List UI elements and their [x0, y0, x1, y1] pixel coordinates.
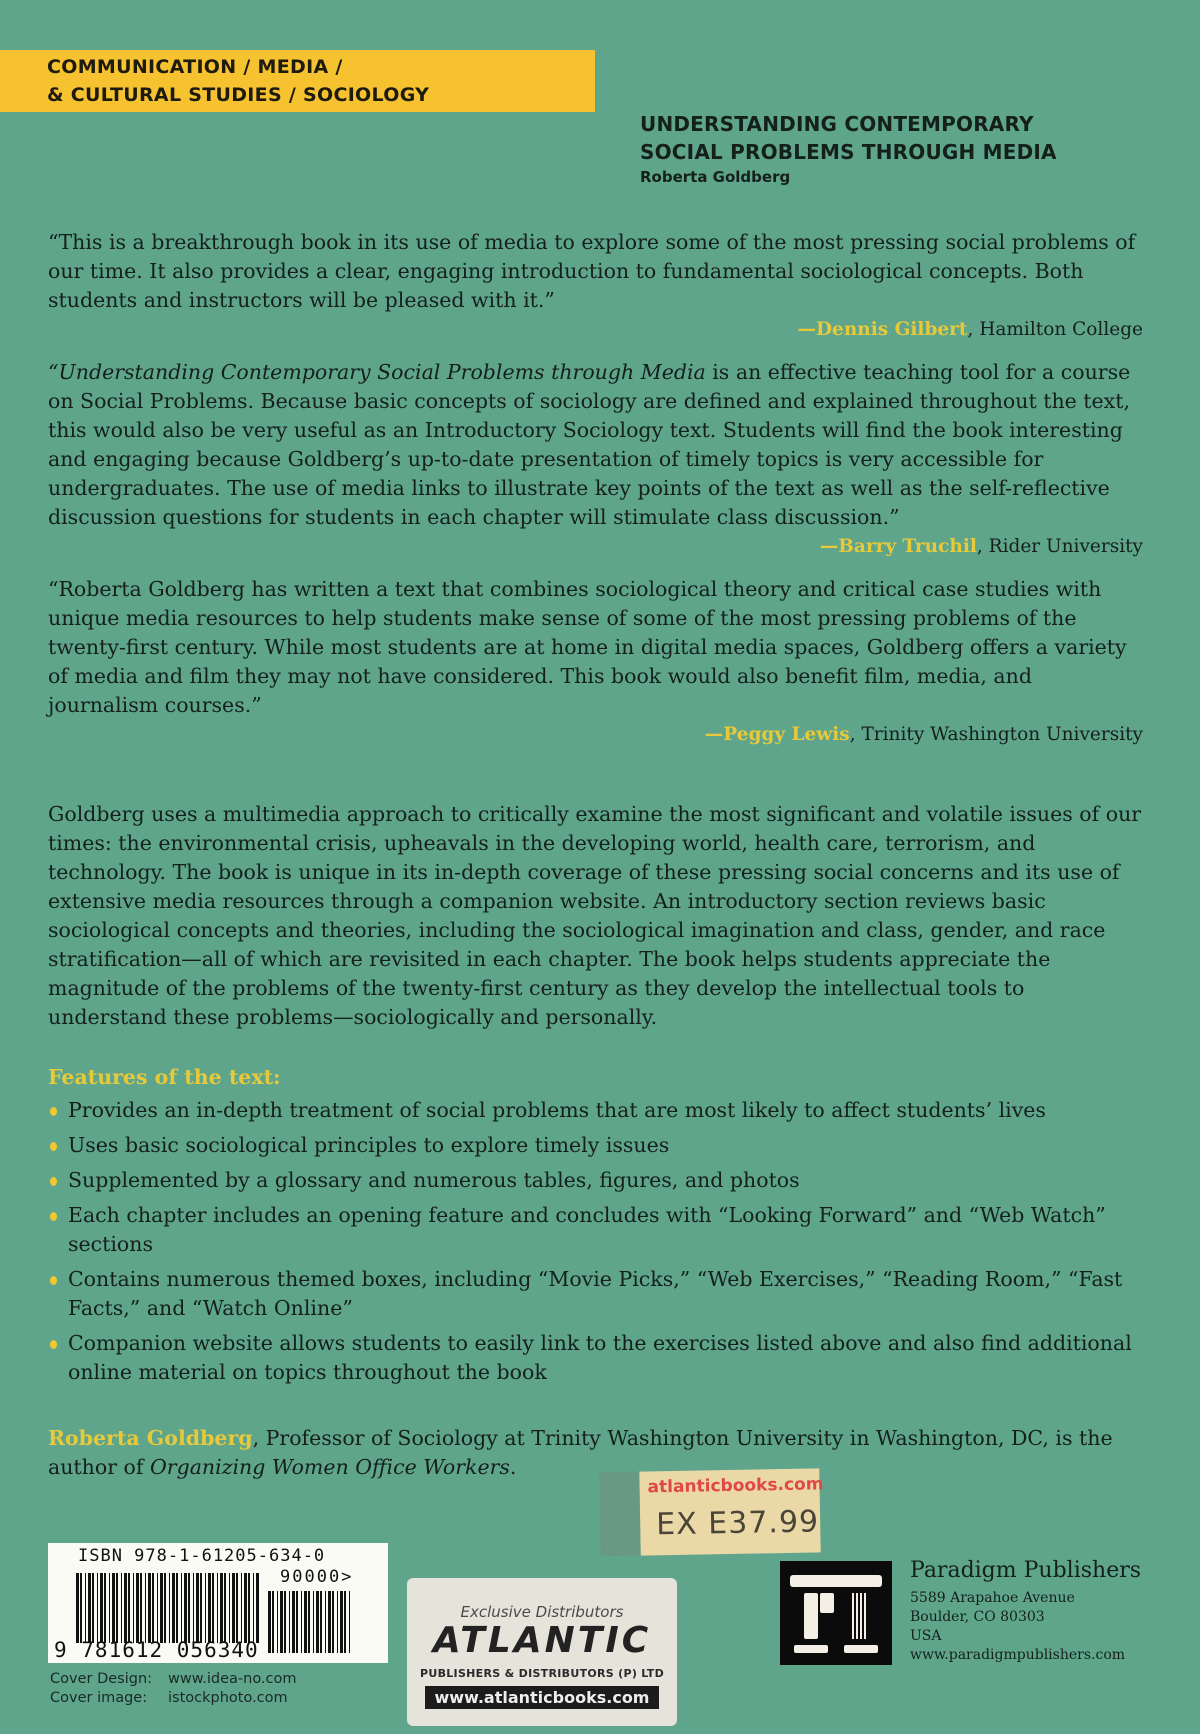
barcode-bar — [253, 1573, 254, 1643]
barcode-bar — [104, 1573, 106, 1643]
barcode-bar — [152, 1573, 154, 1643]
barcode-bar — [292, 1591, 295, 1653]
barcode-bar — [100, 1573, 103, 1643]
feature-text: Each chapter includes an opening feature and concludes with “Looking Forward” and “Web Watch” sections — [68, 1203, 1106, 1256]
bullet-icon — [50, 1276, 57, 1285]
barcode-bar — [196, 1573, 199, 1643]
book-title-line-2: SOCIAL PROBLEMS THROUGH MEDIA — [640, 140, 1057, 164]
author-bio-name: Roberta Goldberg — [48, 1426, 253, 1450]
endorser-affiliation: , Trinity Washington University — [849, 724, 1143, 745]
barcode-bar — [217, 1573, 218, 1643]
sticker-site: atlanticbooks.com — [647, 1474, 824, 1498]
barcode-bar — [188, 1573, 190, 1643]
isbn-label: ISBN 978-1-61205-634-0 — [78, 1546, 326, 1566]
feature-text: Provides an in-depth treatment of social problems that are most likely to affect students’ lives — [68, 1098, 1046, 1122]
endorser-name: Peggy Lewis — [723, 724, 850, 745]
publisher-street: 5589 Arapahoe Avenue — [910, 1590, 1075, 1606]
endorsements — [48, 228, 1143, 749]
barcode-bar — [116, 1573, 118, 1643]
barcode-bar — [304, 1591, 307, 1653]
barcode-bar — [136, 1573, 139, 1643]
barcode-bar — [88, 1573, 91, 1643]
barcode-bar — [208, 1573, 211, 1643]
barcode-bar — [128, 1573, 130, 1643]
tape — [599, 1472, 640, 1557]
barcode-bar — [109, 1573, 110, 1643]
barcode-bar — [181, 1573, 182, 1643]
endorsement-text: “This is a breakthrough book in its use of media to explore some of the most pressing social problems of our time. It also provides a clear, engaging introduction to fundamental sociological concepts. Both students and instructors will be pleased with it.” — [48, 230, 1136, 312]
attribution-dash: — — [819, 536, 839, 557]
barcode-bar — [316, 1591, 319, 1653]
distributor-sticker — [407, 1578, 677, 1726]
barcode-bar — [92, 1573, 94, 1643]
barcode-bar — [85, 1573, 86, 1643]
barcode-bar — [280, 1591, 283, 1653]
barcode-bar — [268, 1591, 271, 1653]
endorsement-attribution — [48, 315, 1143, 344]
distributor-url: www.atlanticbooks.com — [425, 1686, 659, 1709]
barcode-bar — [229, 1573, 230, 1643]
barcode-bar — [277, 1591, 278, 1653]
endorsement-text — [48, 358, 1143, 532]
barcode-bar — [344, 1591, 346, 1653]
bullet-icon — [50, 1107, 57, 1116]
distributor-brand: ATLANTIC — [432, 1620, 652, 1661]
feature-item — [48, 1131, 1143, 1160]
book-title-italic: “Understanding Contemporary Social Problems through Media — [48, 360, 706, 384]
barcode-bar — [184, 1573, 187, 1643]
distributor-sub: PUBLISHERS & DISTRIBUTORS (P) LTD — [419, 1667, 665, 1680]
category-line-2: & CULTURAL STUDIES / SOCIOLOGY — [47, 84, 430, 106]
barcode-bar — [248, 1573, 250, 1643]
feature-item — [48, 1201, 1143, 1259]
barcode-bar — [224, 1573, 226, 1643]
book-description: Goldberg uses a multimedia approach to critically examine the most significant and volatile issues of our times: the environmental crisis, upheavals in the developing world, health care, terrorism, and technology. The book is unique in its in-depth coverage of these pressing social concerns and its use of extensive media resources through a companion website. An introductory section reviews basic sociological concepts and theories, including the sociological imagination and class, gender, and race stratification—all of which are revisited in each chapter. The book helps students appreciate the magnitude of the problems of the twenty-first century as they develop the intellectual tools to understand these problems—sociologically and personally. — [48, 802, 1142, 1029]
author-bio-end: . — [509, 1455, 517, 1479]
barcode-bar — [284, 1591, 286, 1653]
bullet-icon — [50, 1340, 57, 1349]
book-author: Roberta Goldberg — [640, 168, 791, 186]
feature-text: Companion website allows students to easily link to the exercises listed above and also find additional online material on topics throughout the book — [68, 1331, 1132, 1384]
barcode-bar — [148, 1573, 151, 1643]
feature-text: Uses basic sociological principles to explore timely issues — [68, 1133, 670, 1157]
barcode-bar — [320, 1591, 322, 1653]
barcode-bar — [205, 1573, 206, 1643]
barcode-bar — [232, 1573, 235, 1643]
barcode-bar — [308, 1591, 310, 1653]
barcode-bar — [121, 1573, 122, 1643]
author-previous-book: Organizing Women Office Workers — [149, 1455, 510, 1479]
feature-text: Supplemented by a glossary and numerous tables, figures, and photos — [68, 1168, 800, 1192]
publisher-logo-icon — [780, 1561, 892, 1665]
endorsement-attribution — [48, 532, 1143, 561]
publisher-website: www.paradigmpublishers.com — [910, 1647, 1126, 1663]
title-block — [640, 110, 1057, 186]
endorser-affiliation: , Hamilton College — [967, 319, 1143, 340]
barcode-bar — [332, 1591, 334, 1653]
barcode-bar — [169, 1573, 170, 1643]
author-bio — [48, 1424, 1143, 1482]
attribution-dash: — — [797, 319, 816, 340]
barcode-bar — [140, 1573, 142, 1643]
barcode-bar — [160, 1573, 163, 1643]
credit-row — [50, 1670, 297, 1689]
credit-value: istockphoto.com — [168, 1690, 288, 1706]
barcode-bar — [244, 1573, 247, 1643]
barcode-bar — [236, 1573, 238, 1643]
publisher-country: USA — [910, 1628, 942, 1644]
barcode-bar — [193, 1573, 194, 1643]
barcode-bar — [172, 1573, 175, 1643]
feature-item — [48, 1329, 1143, 1387]
barcode-bar — [124, 1573, 127, 1643]
barcode-bar — [340, 1591, 343, 1653]
bullet-icon — [50, 1142, 57, 1151]
endorser-affiliation: , Rider University — [976, 536, 1143, 557]
features-list — [48, 1096, 1143, 1387]
barcode-bar — [164, 1573, 166, 1643]
distributor-exclusive: Exclusive Distributors — [460, 1603, 624, 1621]
barcode-bar — [296, 1591, 298, 1653]
attribution-dash: — — [704, 724, 724, 745]
feature-text: Contains numerous themed boxes, including “Movie Picks,” “Web Exercises,” “Reading Room,” “Fast Facts,” and “Watch Online” — [68, 1267, 1123, 1320]
credit-key: Cover Design: — [50, 1671, 153, 1687]
barcode-bar — [289, 1591, 290, 1653]
barcode-bar — [212, 1573, 214, 1643]
barcode-bar — [301, 1591, 302, 1653]
endorsement-text: “Roberta Goldberg has written a text that combines sociological theory and critical case studies with unique media resources to help students make sense of some of the most pressing problems of the twenty-first century. While most students are at home in digital media spaces, Goldberg offers a variety of media and film they may not have considered. This book would also benefit film, media, and journalism courses.” — [48, 577, 1127, 717]
endorsement-1 — [48, 228, 1143, 344]
credit-value: www.idea-no.com — [168, 1671, 297, 1687]
feature-item — [48, 1096, 1143, 1125]
barcode-bar — [220, 1573, 223, 1643]
barcode-bar — [328, 1591, 331, 1653]
isbn-barcode — [48, 1543, 388, 1663]
barcode-bar — [76, 1573, 79, 1643]
publisher-name: Paradigm Publishers — [910, 1558, 1142, 1583]
barcode-bar — [256, 1573, 259, 1643]
barcode-bar — [80, 1573, 82, 1643]
barcode-addon-icon — [266, 1591, 356, 1661]
barcode-bar — [349, 1591, 350, 1653]
book-title-line-1: UNDERSTANDING CONTEMPORARY — [640, 112, 1034, 136]
endorser-name: Barry Truchil — [838, 536, 977, 557]
barcode-bar — [145, 1573, 146, 1643]
credit-row — [50, 1689, 297, 1708]
endorsement-body: is an effective teaching tool for a course on Social Problems. Because basic concepts of sociology are defined and explained throughout the text, this would also be very useful as an Introductory Sociology text. Students will find the book interesting and engaging because Goldberg’s up-to-date presentation of timely topics is very accessible for undergraduates. The use of media links to illustrate key points of the text as well as the self-reflective discussion questions for students in each chapter will stimulate class discussion.” — [48, 360, 1131, 529]
barcode-bar — [272, 1591, 274, 1653]
publisher-address — [910, 1589, 1141, 1665]
publisher-info — [910, 1557, 1141, 1665]
barcode-bar — [337, 1591, 338, 1653]
endorsement-2 — [48, 358, 1143, 561]
barcode-bar — [133, 1573, 134, 1643]
barcode-bar — [313, 1591, 314, 1653]
feature-item — [48, 1166, 1143, 1195]
barcode-bar — [176, 1573, 178, 1643]
endorsement-attribution — [48, 720, 1143, 749]
endorsement-3 — [48, 575, 1143, 749]
cover-credits — [50, 1670, 297, 1708]
features-section — [48, 1063, 1143, 1393]
endorser-name: Dennis Gilbert — [816, 319, 968, 340]
isbn-addon: 90000> — [280, 1567, 354, 1587]
author-bio-text: , Professor of Sociology at Trinity Washington University in Washington, DC, is the author of — [48, 1426, 1113, 1479]
barcode-bar — [157, 1573, 158, 1643]
bullet-icon — [50, 1177, 57, 1186]
category-band — [0, 50, 595, 112]
barcode-bar — [200, 1573, 202, 1643]
barcode-bar — [97, 1573, 98, 1643]
feature-item — [48, 1265, 1143, 1323]
publisher-city: Boulder, CO 80303 — [910, 1609, 1045, 1625]
barcode-bar — [241, 1573, 242, 1643]
isbn-digits: 9 781612 056340 — [54, 1638, 259, 1662]
barcode-bar — [325, 1591, 326, 1653]
credit-key: Cover image: — [50, 1690, 148, 1706]
features-title: Features of the text: — [48, 1065, 281, 1089]
category-line-1: COMMUNICATION / MEDIA / — [47, 56, 343, 78]
sticker-price: EX E37.99 — [655, 1504, 820, 1543]
bullet-icon — [50, 1212, 57, 1221]
price-sticker — [639, 1468, 824, 1555]
barcode-bar — [112, 1573, 115, 1643]
